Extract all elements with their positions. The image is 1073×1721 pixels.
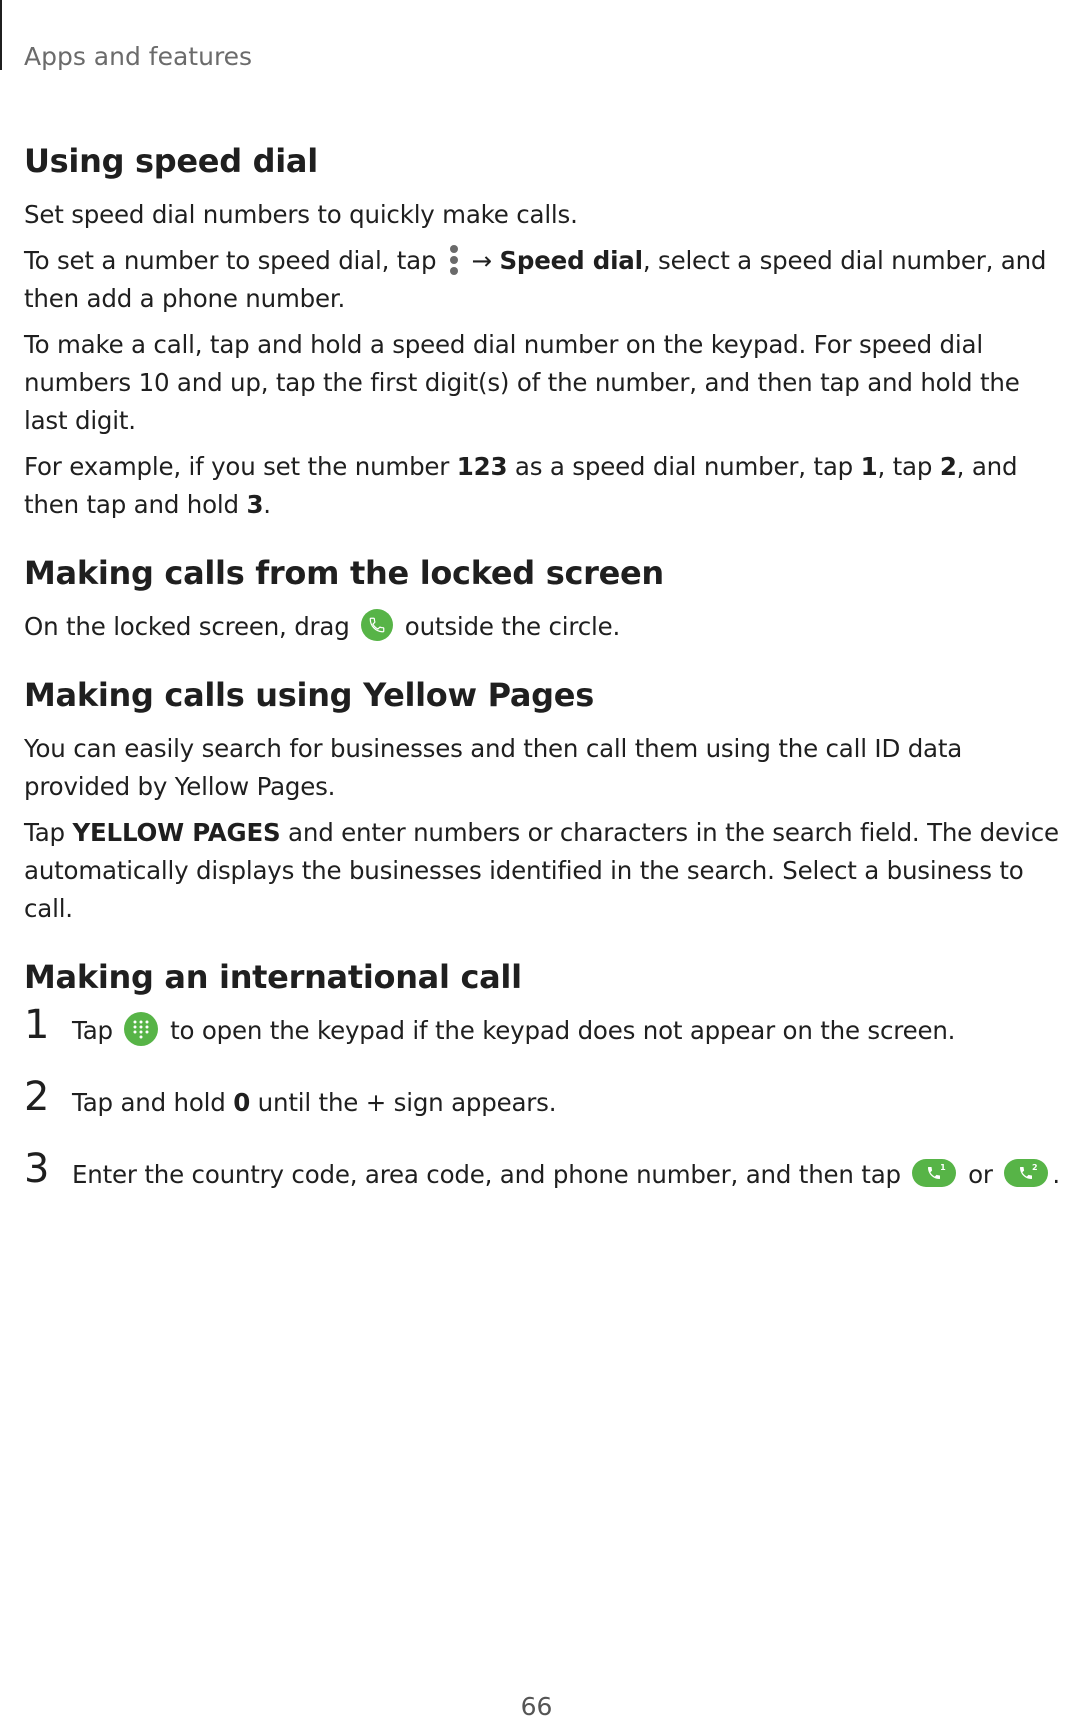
document-body (24, 142, 1069, 1228)
section-international-call (24, 958, 1069, 1194)
sim-label: 1 (940, 1163, 946, 1172)
section-locked-screen (24, 554, 1069, 646)
section-yellow-pages (24, 676, 1069, 928)
section-heading: Using speed dial (24, 142, 318, 180)
paragraph: Set speed dial numbers to quickly make calls. (24, 200, 578, 229)
menu-option-label: YELLOW PAGES (72, 818, 281, 847)
section-heading: Making calls from the locked screen (24, 554, 664, 592)
paragraph: You can easily search for businesses and then call them using the call ID data provided by Yellow Pages. (24, 734, 963, 801)
keypad-icon (124, 1012, 158, 1046)
step-list (24, 1002, 1069, 1194)
page-number: 66 (520, 1692, 553, 1721)
step-number: 3 (24, 1146, 50, 1192)
step-item: 3 Enter the country code, area code, and phone number, and then tap 1 or 2 . (24, 1146, 1060, 1192)
step-item: 1 Tap to open the keypad if the keypad does not appear on the screen. (24, 1002, 956, 1048)
section-speed-dial (24, 142, 1069, 524)
call-sim1-icon (912, 1159, 956, 1187)
section-heading: Making an international call (24, 958, 522, 996)
menu-option-label: Speed dial (499, 246, 643, 275)
step-item: 2 Tap and hold 0 until the + sign appears. (24, 1074, 557, 1120)
sim-label: 2 (1031, 1163, 1038, 1172)
phone-icon (361, 609, 393, 641)
paragraph: Tap YELLOW PAGES and enter numbers or characters in the search field. The device automatically displays the businesses identified in the search. Select a business to call. (24, 818, 1059, 923)
section-heading: Making calls using Yellow Pages (24, 676, 594, 714)
more-options-icon (448, 243, 460, 275)
step-number: 2 (24, 1074, 50, 1120)
arrow: → (471, 246, 492, 275)
step-number: 1 (24, 1002, 50, 1048)
paragraph: To make a call, tap and hold a speed dial number on the keypad. For speed dial numbers 10 and up, tap the first digit(s) of the number, and then tap and hold the last digit. (24, 330, 1020, 435)
paragraph: For example, if you set the number 123 as a speed dial number, tap 1, tap 2, and then tap and hold 3. (24, 452, 1018, 519)
call-sim2-icon (1004, 1159, 1048, 1187)
paragraph: To set a number to speed dial, tap → Speed dial, select a speed dial number, and then add a phone number. (24, 242, 1069, 318)
margin-rule (0, 0, 2, 70)
running-header: Apps and features (24, 42, 253, 71)
paragraph: On the locked screen, drag outside the circle. (24, 608, 1069, 646)
